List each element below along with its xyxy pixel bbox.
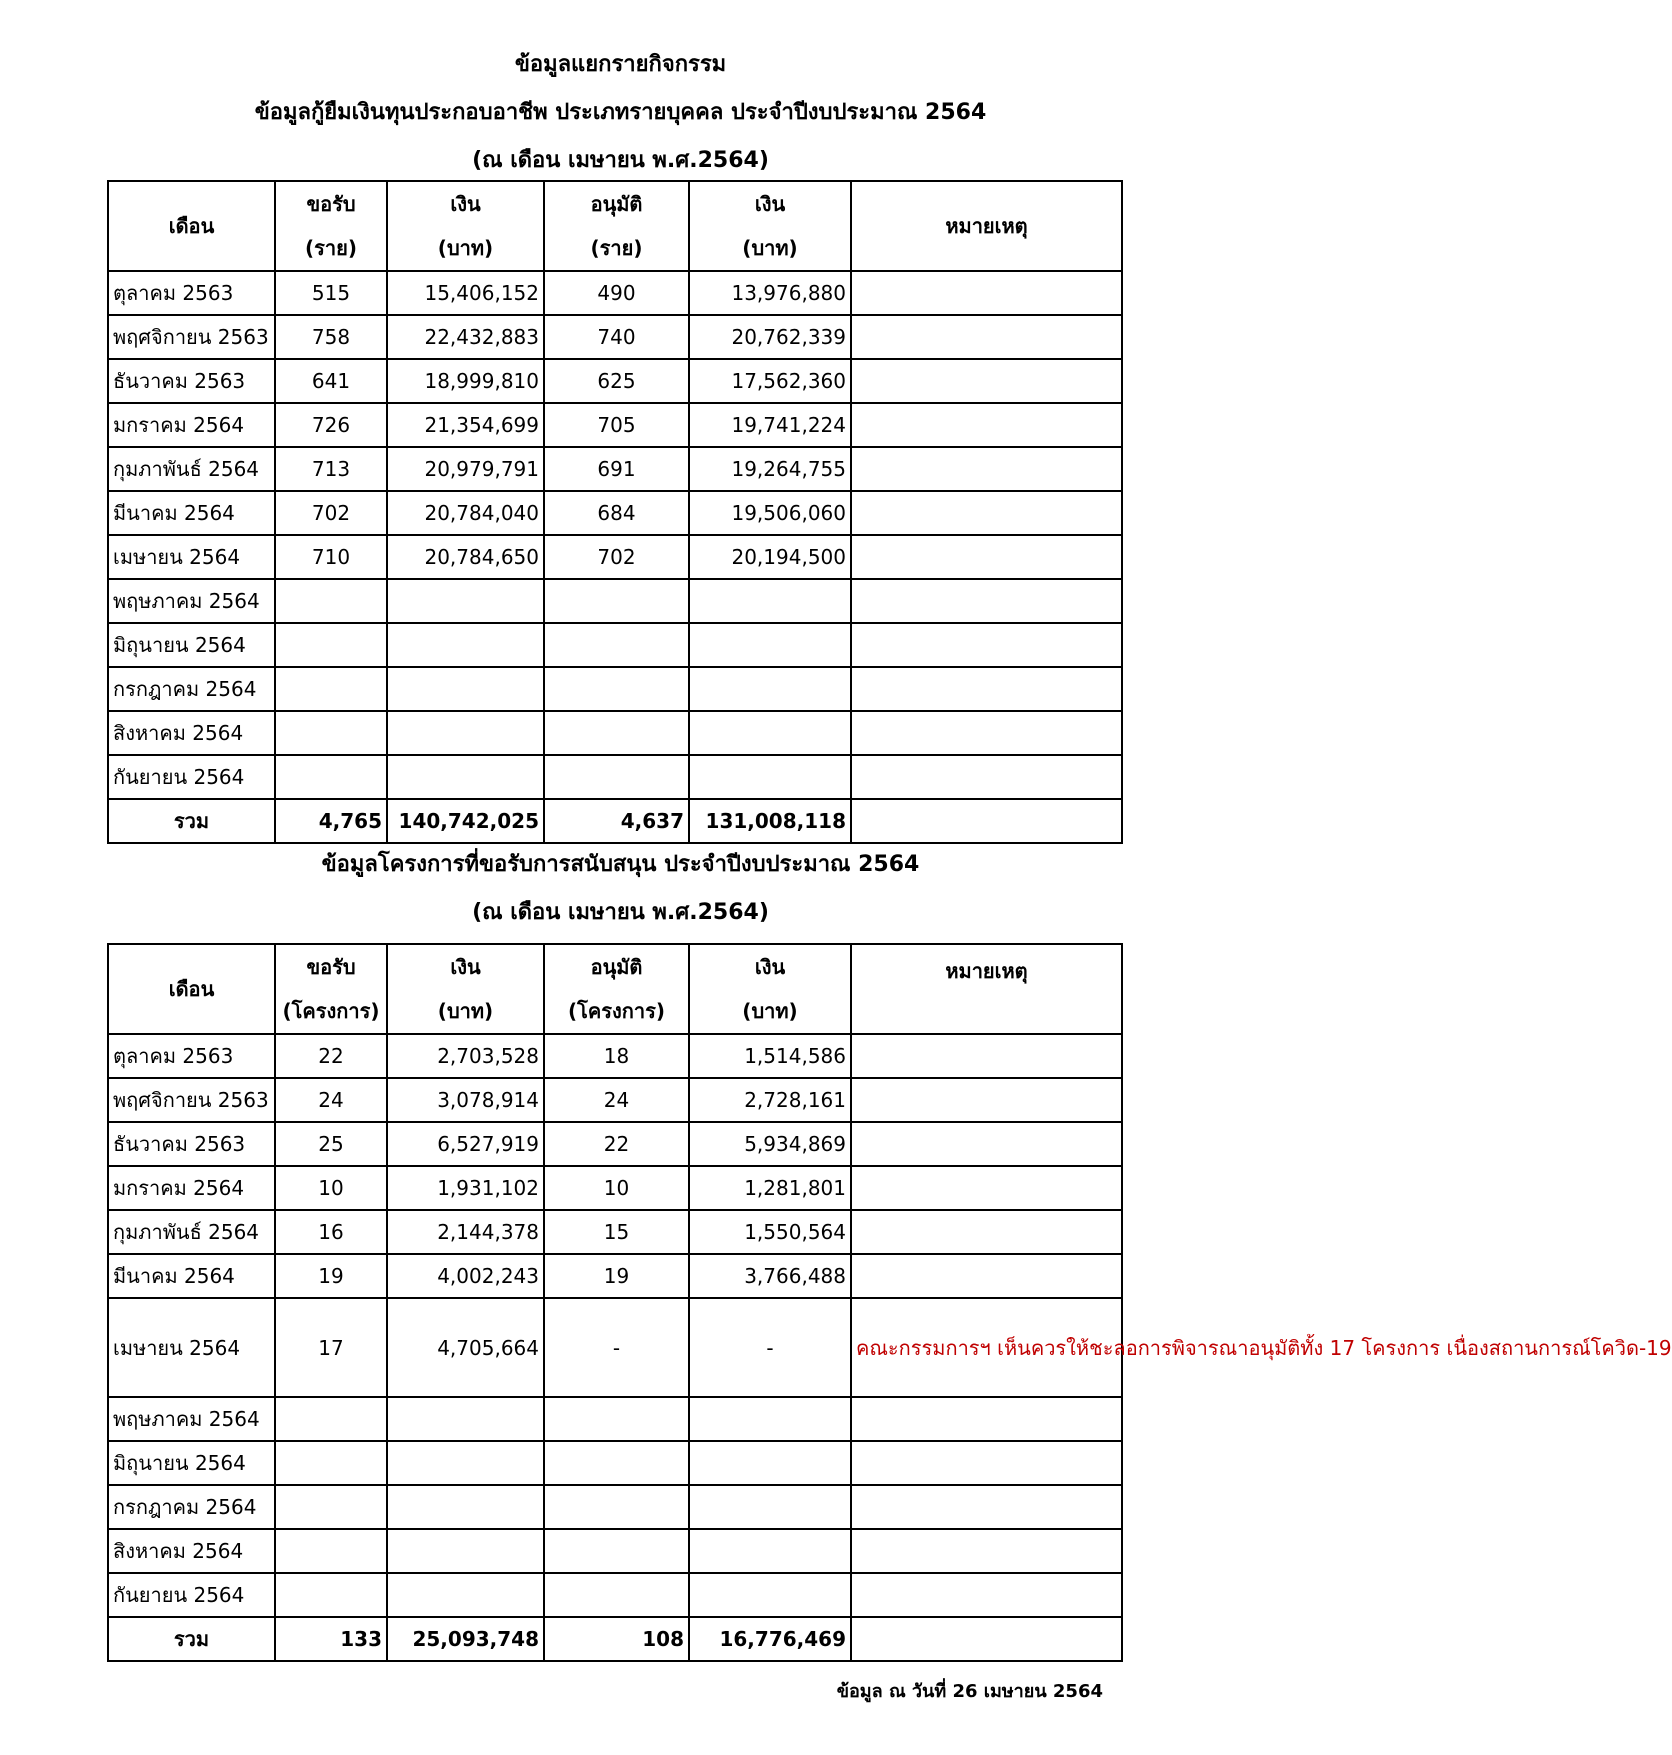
col-header-approved-unit: (ราย) xyxy=(590,236,643,260)
month-cell: กุมภาพันธ์ 2564 xyxy=(108,1210,275,1254)
approved-cell: 24 xyxy=(544,1078,689,1122)
amount-cell: 20,784,650 xyxy=(387,535,544,579)
col-header-request xyxy=(275,944,387,1034)
col-header-amount-unit: (บาท) xyxy=(437,999,494,1023)
note-cell xyxy=(851,711,1122,755)
month-cell: มิถุนายน 2564 xyxy=(108,1441,275,1485)
note-cell xyxy=(851,755,1122,799)
col-header-request-label: ขอรับ xyxy=(306,192,356,216)
amount-cell: 6,527,919 xyxy=(387,1122,544,1166)
amount-cell: 2,703,528 xyxy=(387,1034,544,1078)
col-header-approved-amount-unit: (บาท) xyxy=(742,236,798,260)
amount-cell: 22,432,883 xyxy=(387,315,544,359)
approved-amount-cell: 5,934,869 xyxy=(689,1122,851,1166)
request-cell: 10 xyxy=(275,1166,387,1210)
request-cell xyxy=(275,755,387,799)
month-cell: กรกฎาคม 2564 xyxy=(108,1485,275,1529)
note-cell xyxy=(851,447,1122,491)
approved-amount-cell xyxy=(689,755,851,799)
month-cell: กุมภาพันธ์ 2564 xyxy=(108,447,275,491)
note-cell xyxy=(851,359,1122,403)
request-cell: 19 xyxy=(275,1254,387,1298)
col-header-request-unit: (ราย) xyxy=(305,236,357,260)
table-row xyxy=(108,1573,1122,1617)
col-header-approved-amount-unit: (บาท) xyxy=(742,999,798,1023)
approved-cell xyxy=(544,711,689,755)
note-cell xyxy=(851,1397,1122,1441)
total-label: รวม xyxy=(108,1617,275,1661)
total-amount-cell: 25,093,748 xyxy=(387,1617,544,1661)
table-row xyxy=(108,447,1122,491)
month-cell: เมษายน 2564 xyxy=(108,1298,275,1397)
request-cell xyxy=(275,1397,387,1441)
note-cell xyxy=(851,1529,1122,1573)
request-cell: 758 xyxy=(275,315,387,359)
approved-cell: 15 xyxy=(544,1210,689,1254)
col-header-approved-amount-label: เงิน xyxy=(754,955,786,979)
table-row xyxy=(108,1397,1122,1441)
table-row xyxy=(108,1441,1122,1485)
approved-cell: 22 xyxy=(544,1122,689,1166)
month-cell: มกราคม 2564 xyxy=(108,403,275,447)
table-row xyxy=(108,1529,1122,1573)
loans-header-row xyxy=(108,181,1122,271)
approved-amount-cell: 20,762,339 xyxy=(689,315,851,359)
table-row xyxy=(108,1078,1122,1122)
table-row xyxy=(108,1122,1122,1166)
approved-cell: 740 xyxy=(544,315,689,359)
request-cell: 25 xyxy=(275,1122,387,1166)
month-cell: สิงหาคม 2564 xyxy=(108,711,275,755)
col-header-request-label: ขอรับ xyxy=(306,955,356,979)
data-as-of-note: ข้อมูล ณ วันที่ 26 เมษายน 2564 xyxy=(836,1681,1103,1702)
approved-cell xyxy=(544,1441,689,1485)
page-title: ข้อมูลแยกรายกิจกรรม xyxy=(514,52,727,77)
request-cell xyxy=(275,623,387,667)
table-row xyxy=(108,1485,1122,1529)
request-cell xyxy=(275,1573,387,1617)
approved-cell xyxy=(544,1529,689,1573)
approved-amount-cell xyxy=(689,711,851,755)
approved-amount-cell xyxy=(689,1441,851,1485)
table-row xyxy=(108,1298,1122,1397)
approved-amount-cell: - xyxy=(689,1298,851,1397)
amount-cell xyxy=(387,755,544,799)
note-cell xyxy=(851,1034,1122,1078)
amount-cell: 15,406,152 xyxy=(387,271,544,315)
request-cell: 24 xyxy=(275,1078,387,1122)
table-row xyxy=(108,491,1122,535)
request-cell: 515 xyxy=(275,271,387,315)
projects-header-row xyxy=(108,944,1122,1034)
total-approved-cell: 108 xyxy=(544,1617,689,1661)
total-note-cell xyxy=(851,799,1122,843)
note-cell xyxy=(851,1254,1122,1298)
note-cell xyxy=(851,403,1122,447)
note-cell xyxy=(851,315,1122,359)
month-cell: กรกฎาคม 2564 xyxy=(108,667,275,711)
approved-cell: 10 xyxy=(544,1166,689,1210)
total-note-cell xyxy=(851,1617,1122,1661)
table-row xyxy=(108,359,1122,403)
request-cell: 726 xyxy=(275,403,387,447)
col-header-approved-amount-label: เงิน xyxy=(754,192,786,216)
month-cell: พฤศจิกายน 2563 xyxy=(108,315,275,359)
table-row xyxy=(108,271,1122,315)
month-cell: พฤศจิกายน 2563 xyxy=(108,1078,275,1122)
request-cell: 702 xyxy=(275,491,387,535)
month-cell: ธันวาคม 2563 xyxy=(108,1122,275,1166)
approved-cell: 702 xyxy=(544,535,689,579)
month-cell: ตุลาคม 2563 xyxy=(108,1034,275,1078)
approved-amount-cell xyxy=(689,1397,851,1441)
col-header-approved-amount xyxy=(689,944,851,1034)
projects-table xyxy=(107,943,1672,1662)
table-row xyxy=(108,667,1122,711)
table-row xyxy=(108,623,1122,667)
col-header-note: หมายเหตุ xyxy=(851,944,1122,1034)
table-row xyxy=(108,755,1122,799)
amount-cell xyxy=(387,1397,544,1441)
note-cell xyxy=(851,271,1122,315)
approved-amount-cell: 1,514,586 xyxy=(689,1034,851,1078)
approved-amount-cell: 13,976,880 xyxy=(689,271,851,315)
amount-cell: 3,078,914 xyxy=(387,1078,544,1122)
month-cell: มิถุนายน 2564 xyxy=(108,623,275,667)
col-header-month: เดือน xyxy=(108,944,275,1034)
approved-amount-cell: 19,264,755 xyxy=(689,447,851,491)
amount-cell xyxy=(387,667,544,711)
request-cell xyxy=(275,579,387,623)
table-row xyxy=(108,315,1122,359)
note-cell xyxy=(851,1485,1122,1529)
table-row xyxy=(108,535,1122,579)
request-cell xyxy=(275,1485,387,1529)
approved-amount-cell: 1,281,801 xyxy=(689,1166,851,1210)
approved-cell: 18 xyxy=(544,1034,689,1078)
amount-cell: 18,999,810 xyxy=(387,359,544,403)
note-cell xyxy=(851,579,1122,623)
table-row xyxy=(108,403,1122,447)
table-row xyxy=(108,1166,1122,1210)
request-cell: 710 xyxy=(275,535,387,579)
approved-cell: 705 xyxy=(544,403,689,447)
approved-cell: 684 xyxy=(544,491,689,535)
amount-cell: 20,784,040 xyxy=(387,491,544,535)
col-header-amount-unit: (บาท) xyxy=(437,236,494,260)
approved-cell xyxy=(544,1573,689,1617)
col-header-approved-amount xyxy=(689,181,851,271)
request-cell xyxy=(275,711,387,755)
note-cell xyxy=(851,623,1122,667)
col-header-request xyxy=(275,181,387,271)
request-cell xyxy=(275,667,387,711)
amount-cell: 2,144,378 xyxy=(387,1210,544,1254)
projects-table-title: ข้อมูลโครงการที่ขอรับการสนับสนุน ประจำปีงบประมาณ 2564 xyxy=(321,852,920,877)
request-cell: 16 xyxy=(275,1210,387,1254)
approved-amount-cell xyxy=(689,579,851,623)
total-amount-cell: 140,742,025 xyxy=(387,799,544,843)
col-header-amount xyxy=(387,181,544,271)
approved-cell xyxy=(544,1485,689,1529)
request-cell xyxy=(275,1529,387,1573)
request-cell: 713 xyxy=(275,447,387,491)
col-header-approved-label: อนุมัติ xyxy=(590,955,643,979)
total-approved-amount-cell: 16,776,469 xyxy=(689,1617,851,1661)
note-cell xyxy=(851,1078,1122,1122)
approved-cell: 19 xyxy=(544,1254,689,1298)
approved-amount-cell: 3,766,488 xyxy=(689,1254,851,1298)
month-cell: ตุลาคม 2563 xyxy=(108,271,275,315)
note-cell xyxy=(851,667,1122,711)
approved-amount-cell xyxy=(689,623,851,667)
col-header-month: เดือน xyxy=(108,181,275,271)
approved-cell xyxy=(544,579,689,623)
month-cell: ธันวาคม 2563 xyxy=(108,359,275,403)
col-header-amount xyxy=(387,944,544,1034)
month-cell: กันยายน 2564 xyxy=(108,755,275,799)
approved-amount-cell: 20,194,500 xyxy=(689,535,851,579)
total-request-cell: 4,765 xyxy=(275,799,387,843)
amount-cell: 4,705,664 xyxy=(387,1298,544,1397)
col-header-approved xyxy=(544,181,689,271)
month-cell: กันยายน 2564 xyxy=(108,1573,275,1617)
col-header-approved-unit: (โครงการ) xyxy=(568,999,665,1023)
request-cell: 641 xyxy=(275,359,387,403)
approved-amount-cell: 2,728,161 xyxy=(689,1078,851,1122)
col-header-approved-label: อนุมัติ xyxy=(590,192,643,216)
approved-cell xyxy=(544,1397,689,1441)
amount-cell xyxy=(387,1441,544,1485)
total-row xyxy=(108,799,1122,843)
note-cell: คณะกรรมการฯ เห็นควรให้ชะลอการพิจารณาอนุมัติทั้ง 17 โครงการ เนื่องสถานการณ์โควิด-19 xyxy=(851,1298,1122,1397)
amount-cell xyxy=(387,1529,544,1573)
month-cell: มีนาคม 2564 xyxy=(108,491,275,535)
approved-cell: 490 xyxy=(544,271,689,315)
amount-cell xyxy=(387,711,544,755)
total-request-cell: 133 xyxy=(275,1617,387,1661)
approved-amount-cell xyxy=(689,1485,851,1529)
amount-cell xyxy=(387,579,544,623)
approved-amount-cell xyxy=(689,1573,851,1617)
table-row xyxy=(108,711,1122,755)
total-row xyxy=(108,1617,1122,1661)
approved-cell xyxy=(544,623,689,667)
request-cell: 22 xyxy=(275,1034,387,1078)
note-cell xyxy=(851,1122,1122,1166)
note-cell xyxy=(851,1441,1122,1485)
note-cell xyxy=(851,1210,1122,1254)
request-cell: 17 xyxy=(275,1298,387,1397)
note-cell xyxy=(851,491,1122,535)
table-row xyxy=(108,1254,1122,1298)
amount-cell: 1,931,102 xyxy=(387,1166,544,1210)
total-approved-amount-cell: 131,008,118 xyxy=(689,799,851,843)
table-row xyxy=(108,1210,1122,1254)
amount-cell xyxy=(387,623,544,667)
col-header-note: หมายเหตุ xyxy=(851,181,1122,271)
table-row xyxy=(108,1034,1122,1078)
col-header-approved xyxy=(544,944,689,1034)
month-cell: พฤษภาคม 2564 xyxy=(108,1397,275,1441)
amount-cell: 20,979,791 xyxy=(387,447,544,491)
col-header-amount-label: เงิน xyxy=(450,192,481,216)
approved-amount-cell xyxy=(689,1529,851,1573)
month-cell: มีนาคม 2564 xyxy=(108,1254,275,1298)
note-cell xyxy=(851,1573,1122,1617)
amount-cell xyxy=(387,1485,544,1529)
approved-amount-cell: 17,562,360 xyxy=(689,359,851,403)
amount-cell xyxy=(387,1573,544,1617)
total-label: รวม xyxy=(108,799,275,843)
note-cell xyxy=(851,535,1122,579)
month-cell: พฤษภาคม 2564 xyxy=(108,579,275,623)
approved-cell: - xyxy=(544,1298,689,1397)
month-cell: มกราคม 2564 xyxy=(108,1166,275,1210)
approved-cell xyxy=(544,667,689,711)
approved-cell xyxy=(544,755,689,799)
approved-amount-cell: 19,506,060 xyxy=(689,491,851,535)
table-row xyxy=(108,579,1122,623)
approved-amount-cell: 1,550,564 xyxy=(689,1210,851,1254)
loans-table xyxy=(107,180,1123,844)
approved-cell: 691 xyxy=(544,447,689,491)
amount-cell: 4,002,243 xyxy=(387,1254,544,1298)
col-header-request-unit: (โครงการ) xyxy=(282,999,380,1023)
col-header-amount-label: เงิน xyxy=(450,955,481,979)
month-cell: สิงหาคม 2564 xyxy=(108,1529,275,1573)
note-cell xyxy=(851,1166,1122,1210)
approved-cell: 625 xyxy=(544,359,689,403)
projects-table-subtitle: (ณ เดือน เมษายน พ.ศ.2564) xyxy=(472,900,769,925)
loans-table-title: ข้อมูลกู้ยืมเงินทุนประกอบอาชีพ ประเภทรายบุคคล ประจำปีงบประมาณ 2564 xyxy=(254,100,987,125)
approved-amount-cell xyxy=(689,667,851,711)
total-approved-cell: 4,637 xyxy=(544,799,689,843)
month-cell: เมษายน 2564 xyxy=(108,535,275,579)
loans-table-subtitle: (ณ เดือน เมษายน พ.ศ.2564) xyxy=(472,148,769,173)
request-cell xyxy=(275,1441,387,1485)
approved-amount-cell: 19,741,224 xyxy=(689,403,851,447)
amount-cell: 21,354,699 xyxy=(387,403,544,447)
